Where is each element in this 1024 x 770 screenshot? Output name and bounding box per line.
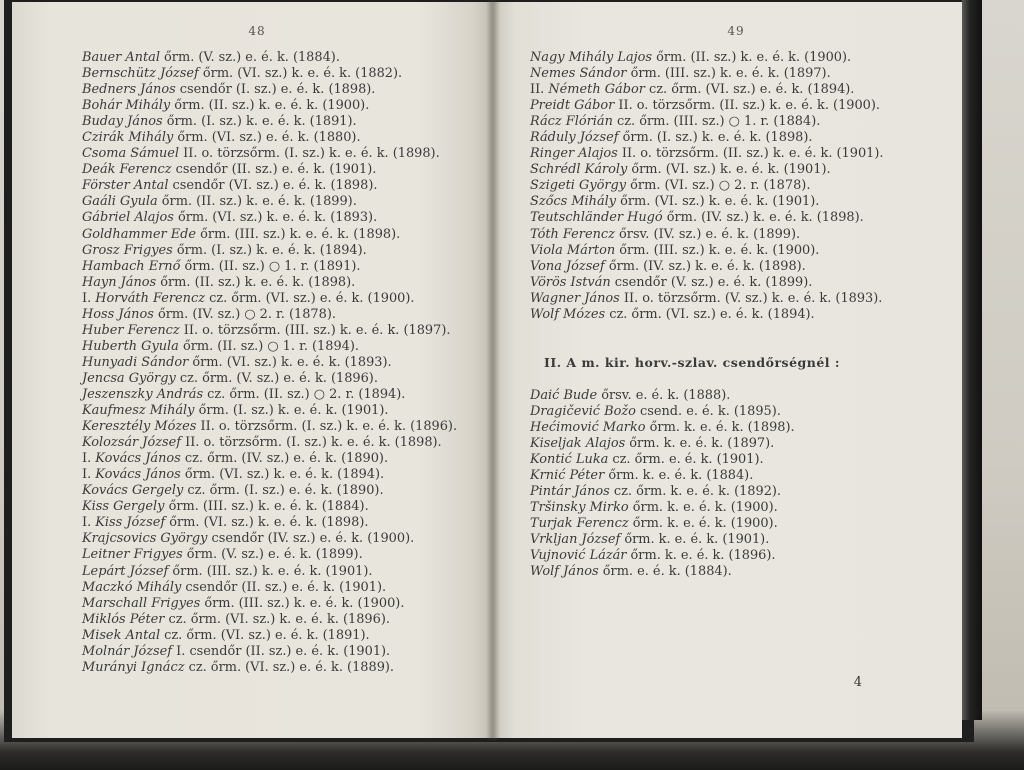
list-item bbox=[82, 515, 472, 531]
entry-name: Molnár József bbox=[82, 643, 173, 659]
list-item bbox=[82, 644, 472, 660]
entry-details: őrm. (IV. sz.) ○ 2. r. (1878). bbox=[153, 306, 336, 322]
entry-details: őrm. (I. sz.) k. e. é. k. (1894). bbox=[172, 242, 367, 258]
entry-details: őrm. k. e. é. k. (1884). bbox=[604, 468, 754, 484]
list-item bbox=[530, 194, 942, 210]
entry-details: őrm. e. é. k. (1884). bbox=[598, 564, 732, 580]
list-item bbox=[530, 516, 942, 532]
entry-details: őrm. (VI. sz.) ○ 2. r. (1878). bbox=[626, 178, 811, 194]
entry-details: cz. őrm. (VI. sz.) e. é. k. (1894). bbox=[644, 82, 855, 98]
left-page bbox=[12, 2, 492, 738]
entry-details: cz. őrm. (VI. sz.) e. é. k. (1894). bbox=[605, 306, 815, 322]
entry-name: Bauer Antal bbox=[82, 50, 160, 65]
entry-details: cz. őrm. (III. sz.) ○ 1. r. (1884). bbox=[612, 114, 821, 130]
entry-name: Keresztély Mózes bbox=[82, 419, 197, 435]
entry-details: csendőr (II. sz.) e. é. k. (1901). bbox=[171, 162, 377, 178]
entry-name: Dragičević Božo bbox=[530, 403, 636, 419]
entry-details: csendőr (I. sz.) e. é. k. (1898). bbox=[175, 82, 376, 98]
entry-name: Kiss József bbox=[95, 515, 166, 531]
corner-number: 4 bbox=[853, 675, 862, 690]
entry-name: Preidt Gábor bbox=[530, 98, 615, 114]
list-item bbox=[82, 178, 472, 194]
entry-details: őrm. k. e. é. k. (1901). bbox=[620, 532, 770, 548]
entry-name: Hećimović Marko bbox=[530, 419, 646, 435]
section-title: II. A m. kir. horv.-szlav. csendőrségnél : bbox=[544, 354, 841, 370]
entry-details: I. csendőr (II. sz.) e. é. k. (1901). bbox=[172, 643, 391, 659]
entry-details: II. o. törzsőrm. (II. sz.) k. e. é. k. (1901). bbox=[617, 146, 884, 162]
entry-name: Ringer Alajos bbox=[530, 146, 618, 162]
left-page-number: 48 bbox=[248, 24, 266, 38]
entry-name: Kontić Luka bbox=[530, 451, 609, 467]
list-item bbox=[530, 50, 942, 66]
list-item bbox=[530, 404, 942, 420]
entry-name: Tršinsky Mirko bbox=[530, 500, 629, 516]
entry-details: II. o. törzsőrm. (I. sz.) k. e. é. k. (1898). bbox=[179, 146, 440, 162]
list-item bbox=[82, 403, 472, 419]
list-item bbox=[82, 82, 472, 98]
entry-details: őrm. (II. sz.) ○ 1. r. (1894). bbox=[178, 338, 359, 354]
entry-details: csendőr (V. sz.) e. é. k. (1899). bbox=[610, 274, 813, 290]
entry-name: Huber Ferencz bbox=[82, 322, 180, 338]
entry-name: Hunyadi Sándor bbox=[82, 354, 189, 370]
entry-name: Grosz Frigyes bbox=[82, 242, 173, 258]
list-item bbox=[82, 580, 472, 596]
entry-name: Németh Gábor bbox=[548, 82, 645, 98]
entry-details: őrm. (I. sz.) k. e. é. k. (1891). bbox=[162, 114, 357, 130]
entry-details: őrm. (III. sz.) k. e. é. k. (1884). bbox=[164, 499, 369, 515]
left-entry-list bbox=[82, 50, 472, 676]
entry-name: Hoss János bbox=[82, 306, 154, 322]
entry-prefix: I. bbox=[82, 290, 96, 306]
entry-details: őrm. (II. sz.) k. e. é. k. (1900). bbox=[652, 50, 852, 65]
entry-name: Jeszenszky András bbox=[82, 386, 204, 402]
list-item bbox=[530, 500, 942, 516]
entry-details: őrm. (II. sz.) k. e. é. k. (1898). bbox=[156, 274, 356, 290]
entry-details: őrm. (V. sz.) e. é. k. (1884). bbox=[159, 50, 340, 65]
entry-name: Förster Antal bbox=[82, 178, 169, 194]
entry-name: Vona József bbox=[530, 258, 605, 274]
list-item bbox=[530, 259, 942, 275]
entry-name: Bernschütz József bbox=[82, 66, 199, 82]
entry-details: cz. őrm. (VI. sz.) e. é. k. (1889). bbox=[184, 659, 395, 675]
list-item bbox=[82, 194, 472, 210]
entry-name: Maczkó Mihály bbox=[82, 579, 182, 595]
entry-details: őrm. (VI. sz.) k. e. é. k. (1901). bbox=[616, 194, 820, 210]
entry-name: Schrédl Károly bbox=[530, 162, 628, 178]
list-item bbox=[530, 146, 942, 162]
list-item bbox=[82, 323, 472, 339]
entry-name: Daić Bude bbox=[530, 387, 598, 403]
entry-name: Huberth Gyula bbox=[82, 338, 179, 354]
list-item bbox=[530, 484, 942, 500]
list-item bbox=[82, 162, 472, 178]
entry-details: őrm. (III. sz.) k. e. é. k. (1898). bbox=[196, 226, 401, 242]
list-item bbox=[530, 114, 942, 130]
entry-name: Rácz Flórián bbox=[530, 114, 613, 130]
list-item bbox=[82, 259, 472, 275]
entry-name: Miklós Péter bbox=[82, 611, 165, 627]
entry-details: cz. őrm. e. é. k. (1901). bbox=[608, 451, 764, 467]
entry-name: Leitner Frigyes bbox=[82, 547, 183, 563]
list-item bbox=[82, 307, 472, 323]
entry-details: cz. őrm. (VI. sz.) e. é. k. (1891). bbox=[160, 627, 370, 643]
list-item bbox=[82, 451, 472, 467]
list-item bbox=[530, 307, 942, 323]
open-book bbox=[4, 0, 974, 742]
list-item bbox=[530, 388, 942, 404]
entry-name: Bedners János bbox=[82, 82, 176, 98]
entry-details: őrm. k. e. é. k. (1897). bbox=[625, 435, 775, 451]
entry-prefix: I. bbox=[82, 515, 96, 531]
entry-name: Goldhammer Ede bbox=[82, 226, 197, 242]
entry-name: Kiss Gergely bbox=[82, 499, 165, 515]
entry-name: Hayn János bbox=[82, 274, 157, 290]
list-item bbox=[530, 130, 942, 146]
entry-prefix: II. bbox=[530, 82, 549, 98]
entry-details: II. o. törzsőrm. (V. sz.) k. e. é. k. (1893). bbox=[619, 290, 883, 306]
entry-name: Vrkljan József bbox=[530, 532, 621, 548]
list-item bbox=[82, 146, 472, 162]
entry-details: őrm. (V. sz.) e. é. k. (1899). bbox=[182, 547, 363, 563]
list-item bbox=[530, 436, 942, 452]
entry-details: őrm. (VI. sz.) k. e. é. k. (1894). bbox=[180, 467, 385, 483]
entry-details: őrm. (II. sz.) k. e. é. k. (1900). bbox=[170, 98, 370, 114]
list-item bbox=[530, 291, 942, 307]
entry-details: cz. őrm. (I. sz.) e. é. k. (1890). bbox=[183, 483, 384, 499]
list-item bbox=[530, 452, 942, 468]
entry-name: Wolf János bbox=[530, 564, 599, 580]
list-item bbox=[82, 275, 472, 291]
list-item bbox=[82, 227, 472, 243]
list-item bbox=[530, 210, 942, 226]
entry-details: csend. e. é. k. (1895). bbox=[635, 403, 781, 419]
entry-details: cz. őrm. (VI. sz.) k. e. é. k. (1896). bbox=[164, 611, 390, 627]
entry-details: csendőr (IV. sz.) e. é. k. (1900). bbox=[207, 531, 415, 547]
entry-details: csendőr (II. sz.) e. é. k. (1901). bbox=[181, 579, 387, 595]
list-item bbox=[82, 339, 472, 355]
entry-details: őrm. (II. sz.) ○ 1. r. (1891). bbox=[180, 258, 361, 274]
entry-details: őrm. (VI. sz.) k. e. é. k. (1893). bbox=[173, 210, 378, 226]
entry-name: Tóth Ferencz bbox=[530, 226, 615, 242]
entry-prefix: I. bbox=[82, 467, 96, 483]
right-page-number: 49 bbox=[727, 24, 745, 38]
section-entry-list bbox=[530, 388, 942, 581]
entry-name: Szőcs Mihály bbox=[530, 194, 617, 210]
entry-name: Turjak Ferencz bbox=[530, 516, 629, 532]
list-item bbox=[530, 275, 942, 291]
list-item bbox=[82, 612, 472, 628]
list-item bbox=[82, 66, 472, 82]
list-item bbox=[530, 564, 942, 580]
list-item bbox=[82, 291, 472, 307]
entry-details: őrsv. (IV. sz.) e. é. k. (1899). bbox=[614, 226, 801, 242]
entry-name: Jencsa György bbox=[82, 370, 176, 386]
entry-name: Misek Antal bbox=[82, 627, 161, 643]
list-item bbox=[82, 499, 472, 515]
list-item bbox=[530, 178, 942, 194]
list-item bbox=[82, 483, 472, 499]
entry-name: Vujnović Lázár bbox=[530, 548, 627, 564]
entry-details: cz. őrm. (II. sz.) ○ 2. r. (1894). bbox=[203, 386, 406, 402]
entry-details: őrm. (II. sz.) k. e. é. k. (1899). bbox=[157, 194, 357, 210]
entry-name: Vörös István bbox=[530, 274, 611, 290]
right-page bbox=[492, 2, 962, 738]
entry-name: Buday János bbox=[82, 114, 163, 130]
entry-details: őrm. (III. sz.) k. e. é. k. (1900). bbox=[200, 595, 405, 611]
entry-details: őrm. k. e. é. k. (1896). bbox=[626, 548, 776, 564]
entry-name: Ráduly József bbox=[530, 130, 619, 146]
entry-details: II. o. törzsőrm. (III. sz.) k. e. é. k. (1897). bbox=[179, 322, 451, 338]
entry-name: Csoma Sámuel bbox=[82, 146, 180, 162]
list-item bbox=[530, 532, 942, 548]
entry-details: cz. őrm. (V. sz.) e. é. k. (1896). bbox=[175, 370, 378, 386]
entry-name: Murányi Ignácz bbox=[82, 659, 185, 675]
entry-name: Szigeti György bbox=[530, 178, 627, 194]
list-item bbox=[82, 435, 472, 451]
entry-details: őrm. (VI. sz.) k. e. é. k. (1882). bbox=[198, 66, 403, 82]
list-item bbox=[82, 547, 472, 563]
list-item bbox=[82, 355, 472, 371]
entry-details: őrm. (III. sz.) k. e. é. k. (1900). bbox=[615, 242, 820, 258]
entry-name: Krajcsovics György bbox=[82, 531, 208, 547]
list-item bbox=[82, 564, 472, 580]
entry-prefix: I. bbox=[82, 451, 96, 467]
list-item bbox=[82, 596, 472, 612]
entry-details: őrsv. e. é. k. (1888). bbox=[597, 387, 731, 403]
list-item bbox=[82, 210, 472, 226]
list-item bbox=[82, 660, 472, 676]
entry-name: Lepárt József bbox=[82, 563, 169, 579]
list-item bbox=[530, 468, 942, 484]
list-item bbox=[530, 548, 942, 564]
entry-name: Marschall Frigyes bbox=[82, 595, 201, 611]
entry-details: őrm. (I. sz.) k. e. é. k. (1898). bbox=[618, 130, 813, 146]
entry-details: őrm. (VI. sz.) k. e. é. k. (1898). bbox=[165, 515, 369, 531]
entry-name: Kiseljak Alajos bbox=[530, 435, 626, 451]
entry-name: Hambach Ernő bbox=[82, 258, 181, 274]
entry-name: Krnić Péter bbox=[530, 468, 605, 484]
list-item bbox=[530, 227, 942, 243]
entry-name: Kovács János bbox=[95, 467, 181, 483]
entry-details: őrm. (IV. sz.) k. e. é. k. (1898). bbox=[662, 210, 864, 226]
entry-details: őrm. (III. sz.) k. e. é. k. (1901). bbox=[168, 563, 373, 579]
entry-details: őrm. k. e. é. k. (1898). bbox=[645, 419, 795, 435]
book-edge bbox=[962, 0, 982, 720]
list-item bbox=[82, 531, 472, 547]
entry-name: Gaáli Gyula bbox=[82, 194, 158, 210]
entry-details: őrm. (IV. sz.) k. e. é. k. (1898). bbox=[604, 258, 806, 274]
entry-name: Kaufmesz Mihály bbox=[82, 403, 195, 419]
entry-name: Nagy Mihály Lajos bbox=[530, 50, 653, 65]
entry-details: őrm. k. e. é. k. (1900). bbox=[628, 516, 778, 532]
list-item bbox=[82, 130, 472, 146]
list-item bbox=[82, 114, 472, 130]
list-item bbox=[82, 387, 472, 403]
entry-name: Pintár János bbox=[530, 484, 610, 500]
list-item bbox=[82, 50, 472, 66]
list-item bbox=[530, 66, 942, 82]
entry-name: Wolf Mózes bbox=[530, 306, 606, 322]
entry-details: cz. őrm. k. e. é. k. (1892). bbox=[609, 484, 782, 500]
book-gutter bbox=[486, 0, 500, 740]
entry-name: Deák Ferencz bbox=[82, 162, 172, 178]
entry-name: Bohár Mihály bbox=[82, 98, 171, 114]
list-item bbox=[530, 82, 942, 98]
entry-details: őrm. (VI. sz.) k. e. é. k. (1893). bbox=[188, 354, 392, 370]
entry-name: Nemes Sándor bbox=[530, 66, 627, 82]
list-item bbox=[82, 419, 472, 435]
entry-details: őrm. (III. sz.) k. e. é. k. (1897). bbox=[626, 66, 831, 82]
list-item bbox=[82, 371, 472, 387]
entry-details: csendőr (VI. sz.) e. é. k. (1898). bbox=[168, 178, 378, 194]
entry-name: Czirák Mihály bbox=[82, 130, 174, 146]
entry-details: őrm. (VI. sz.) e. é. k. (1880). bbox=[173, 130, 361, 146]
entry-name: Wagner János bbox=[530, 290, 620, 306]
list-item bbox=[82, 467, 472, 483]
entry-details: II. o. törzsőrm. (II. sz.) k. e. é. k. (1900). bbox=[614, 98, 880, 114]
entry-details: cz. őrm. (VI. sz.) e. é. k. (1900). bbox=[204, 290, 415, 306]
entry-name: Kovács János bbox=[95, 451, 181, 467]
entry-details: őrm. k. e. é. k. (1900). bbox=[628, 500, 778, 516]
right-entry-list bbox=[530, 50, 942, 323]
entry-name: Kovács Gergely bbox=[82, 483, 184, 499]
list-item bbox=[82, 243, 472, 259]
entry-details: cz. őrm. (IV. sz.) e. é. k. (1890). bbox=[180, 451, 389, 467]
entry-details: II. o. törzsőrm. (I. sz.) k. e. é. k. (1898). bbox=[181, 435, 442, 451]
entry-details: őrm. (I. sz.) k. e. é. k. (1901). bbox=[194, 403, 389, 419]
entry-name: Horváth Ferencz bbox=[95, 290, 205, 306]
list-item bbox=[530, 162, 942, 178]
list-item bbox=[82, 98, 472, 114]
entry-name: Viola Márton bbox=[530, 242, 616, 258]
list-item bbox=[530, 98, 942, 114]
entry-name: Teutschländer Hugó bbox=[530, 210, 663, 226]
entry-name: Gábriel Alajos bbox=[82, 210, 174, 226]
entry-details: őrm. (VI. sz.) k. e. é. k. (1901). bbox=[627, 162, 831, 178]
list-item bbox=[82, 628, 472, 644]
entry-name: Kolozsár József bbox=[82, 435, 182, 451]
entry-details: II. o. törzsőrm. (I. sz.) k. e. é. k. (1896). bbox=[196, 419, 458, 435]
list-item bbox=[530, 243, 942, 259]
list-item bbox=[530, 420, 942, 436]
